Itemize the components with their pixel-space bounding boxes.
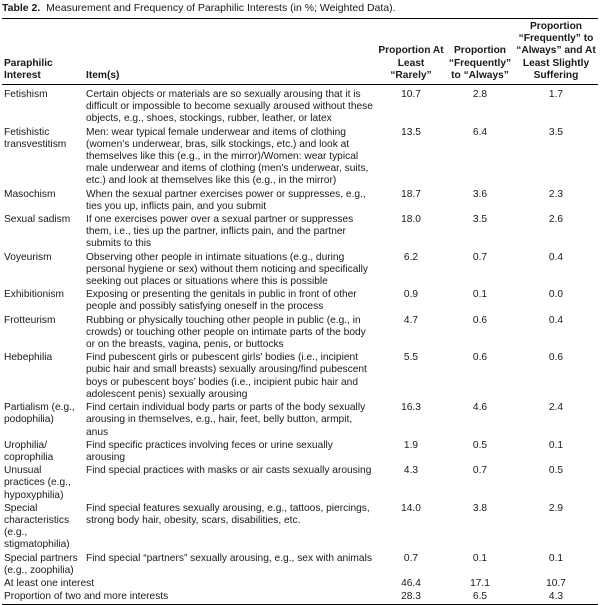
summary-suffering: 4.3 [548, 591, 564, 603]
summary-suffering: 10.7 [546, 577, 566, 589]
frequently-cell: 0.5 [472, 439, 488, 451]
table-row [2, 440, 598, 465]
suffering-cell: 0.6 [548, 352, 564, 364]
suffering-cell: 0.1 [548, 439, 564, 451]
table-row [2, 289, 598, 314]
table-row [2, 553, 598, 578]
rarely-cell: 4.7 [403, 314, 419, 326]
frequently-cell: 0.7 [472, 251, 488, 263]
table-header-row [2, 19, 598, 85]
suffering-cell: 2.9 [548, 502, 564, 514]
rarely-cell: 14.0 [401, 502, 421, 514]
suffering-cell: 2.6 [548, 214, 564, 226]
rarely-cell: 5.5 [403, 352, 419, 364]
frequently-cell: 3.5 [472, 214, 488, 226]
rarely-cell: 16.3 [401, 402, 421, 414]
item-cell: Find pubescent girls or pubescent girls’ bodies (i.e., incipient pubic hair and small breasts) sexually arousing/find pubescent boys or pubescent boys’ bodies (i.e., incipient pubic hair and adolescent penis) sexually arousing [86, 352, 367, 400]
rarely-cell: 4.3 [403, 465, 419, 477]
interest-cell: Fetishistic transvestitism [4, 126, 67, 150]
suffering-cell: 0.1 [548, 552, 564, 564]
interest-cell: Partialism (e.g., podophilia) [4, 402, 75, 426]
interest-cell: Special partners (e.g., zoophilia) [4, 552, 78, 576]
item-cell: Certain objects or materials are so sexually arousing that it is difficult or impossible to become sexually aroused without these objects, e.g., shoes, stockings, rubber, leather, or latex [86, 89, 373, 125]
summary-rarely: 46.4 [401, 577, 421, 589]
interest-cell: Frotteurism [4, 314, 56, 326]
interest-cell: Masochism [4, 188, 56, 200]
summary-label: Proportion of two and more interests [4, 591, 169, 603]
item-cell: Find specific practices involving feces or urine sexually arousing [86, 439, 333, 463]
rarely-cell: 13.5 [401, 126, 421, 138]
frequently-cell: 0.1 [472, 289, 488, 301]
rarely-cell: 10.7 [401, 89, 421, 101]
header-frequently: Proportion “Frequently” to “Always” [448, 45, 512, 81]
table-caption [2, 2, 598, 15]
frequently-cell: 2.8 [472, 89, 488, 101]
interest-cell: Urophilia/ coprophilia [4, 439, 54, 463]
frequently-cell: 6.4 [472, 126, 488, 138]
table-label: Table 2. [2, 2, 41, 14]
item-cell: Men: wear typical female underwear and items of clothing (women’s underwear, bras, silk stockings, etc.) and look at themselves like this (e.g., in the mirror)/Women: wear typical male underwear and items of clothing (men’s underwear, suits, etc.) and look at themselves like this (e.g., in the mirror) [86, 126, 369, 187]
header-items: Item(s) [86, 69, 120, 81]
suffering-cell: 0.4 [548, 251, 564, 263]
item-cell: Rubbing or physically touching other people in public (e.g., in crowds) or touching other people on intimate parts of the body or on the breasts, vagina, penis, or buttocks [86, 314, 366, 351]
interest-cell: Special characteristics (e.g., stigmatophilia) [4, 502, 70, 551]
interest-cell: Fetishism [4, 89, 48, 101]
table-row [2, 214, 598, 252]
interest-cell: Hebephilia [4, 352, 53, 364]
item-cell: If one exercises power over a sexual partner or suppresses them, i.e., ties up the partner, inflicts pain, and the partner submits to this [86, 214, 354, 250]
suffering-cell: 3.5 [548, 126, 564, 138]
item-cell: Find special practices with masks or air casts sexually arousing [86, 465, 372, 477]
item-cell: Find certain individual body parts or parts of the body sexually arousing in themselves, e.g., hair, feet, belly button, armpit, anus [86, 402, 366, 438]
item-cell: Exposing or presenting the genitals in public in front of other people and possibly satisfying oneself in the process [86, 289, 357, 313]
frequently-cell: 3.8 [472, 502, 488, 514]
paraphilic-interests-table [2, 18, 598, 605]
header-rarely: Proportion At Least “Rarely” [378, 45, 444, 81]
table-body [2, 85, 598, 605]
table-row [2, 85, 598, 127]
summary-row [2, 591, 598, 605]
suffering-cell: 0.0 [548, 289, 564, 301]
table-title: Measurement and Frequency of Paraphilic Interests (in %; Weighted Data). [46, 2, 396, 14]
suffering-cell: 0.5 [548, 465, 564, 477]
item-cell: Observing other people in intimate situations (e.g., during personal hygiene or sex) without them noticing and specifically seeking out places or situations where this is possible [86, 251, 369, 288]
summary-frequently: 6.5 [472, 591, 488, 603]
rarely-cell: 0.7 [403, 552, 419, 564]
summary-label: At least one interest [4, 577, 95, 589]
suffering-cell: 1.7 [548, 89, 564, 101]
header-suffering: Proportion “Frequently” to “Always” and At Least Slightly Suffering [516, 21, 596, 81]
item-cell: Find special “partners” sexually arousing, e.g., sex with animals [86, 552, 372, 564]
rarely-cell: 18.0 [401, 214, 421, 226]
table-row [2, 402, 598, 440]
frequently-cell: 0.1 [472, 552, 488, 564]
frequently-cell: 3.6 [472, 188, 488, 200]
interest-cell: Unusual practices (e.g., hypoxyphilia) [4, 465, 71, 501]
interest-cell: Exhibitionism [4, 289, 65, 301]
frequently-cell: 0.6 [472, 314, 488, 326]
table-row [2, 465, 598, 503]
summary-row [2, 578, 598, 591]
table-row [2, 352, 598, 402]
rarely-cell: 1.9 [403, 439, 419, 451]
header-interest: Paraphilic Interest [4, 57, 53, 81]
suffering-cell: 0.4 [548, 314, 564, 326]
frequently-cell: 0.6 [472, 352, 488, 364]
table-row [2, 315, 598, 353]
rarely-cell: 18.7 [401, 188, 421, 200]
item-cell: Find special features sexually arousing, e.g., tattoos, piercings, strong body hair, obesity, scars, disabilities, etc. [86, 502, 370, 526]
interest-cell: Sexual sadism [4, 214, 71, 226]
table-row [2, 127, 598, 189]
table-row [2, 252, 598, 290]
table-row [2, 189, 598, 214]
table-row [2, 503, 598, 553]
item-cell: When the sexual partner exercises power or suppresses, e.g., ties you up, inflicts pain, and you submit [86, 188, 366, 212]
summary-frequently: 17.1 [470, 577, 490, 589]
frequently-cell: 0.7 [472, 465, 488, 477]
summary-rarely: 28.3 [401, 591, 421, 603]
suffering-cell: 2.4 [548, 402, 564, 414]
interest-cell: Voyeurism [4, 251, 52, 263]
rarely-cell: 6.2 [403, 251, 419, 263]
rarely-cell: 0.9 [403, 289, 419, 301]
suffering-cell: 2.3 [548, 188, 564, 200]
frequently-cell: 4.6 [472, 402, 488, 414]
